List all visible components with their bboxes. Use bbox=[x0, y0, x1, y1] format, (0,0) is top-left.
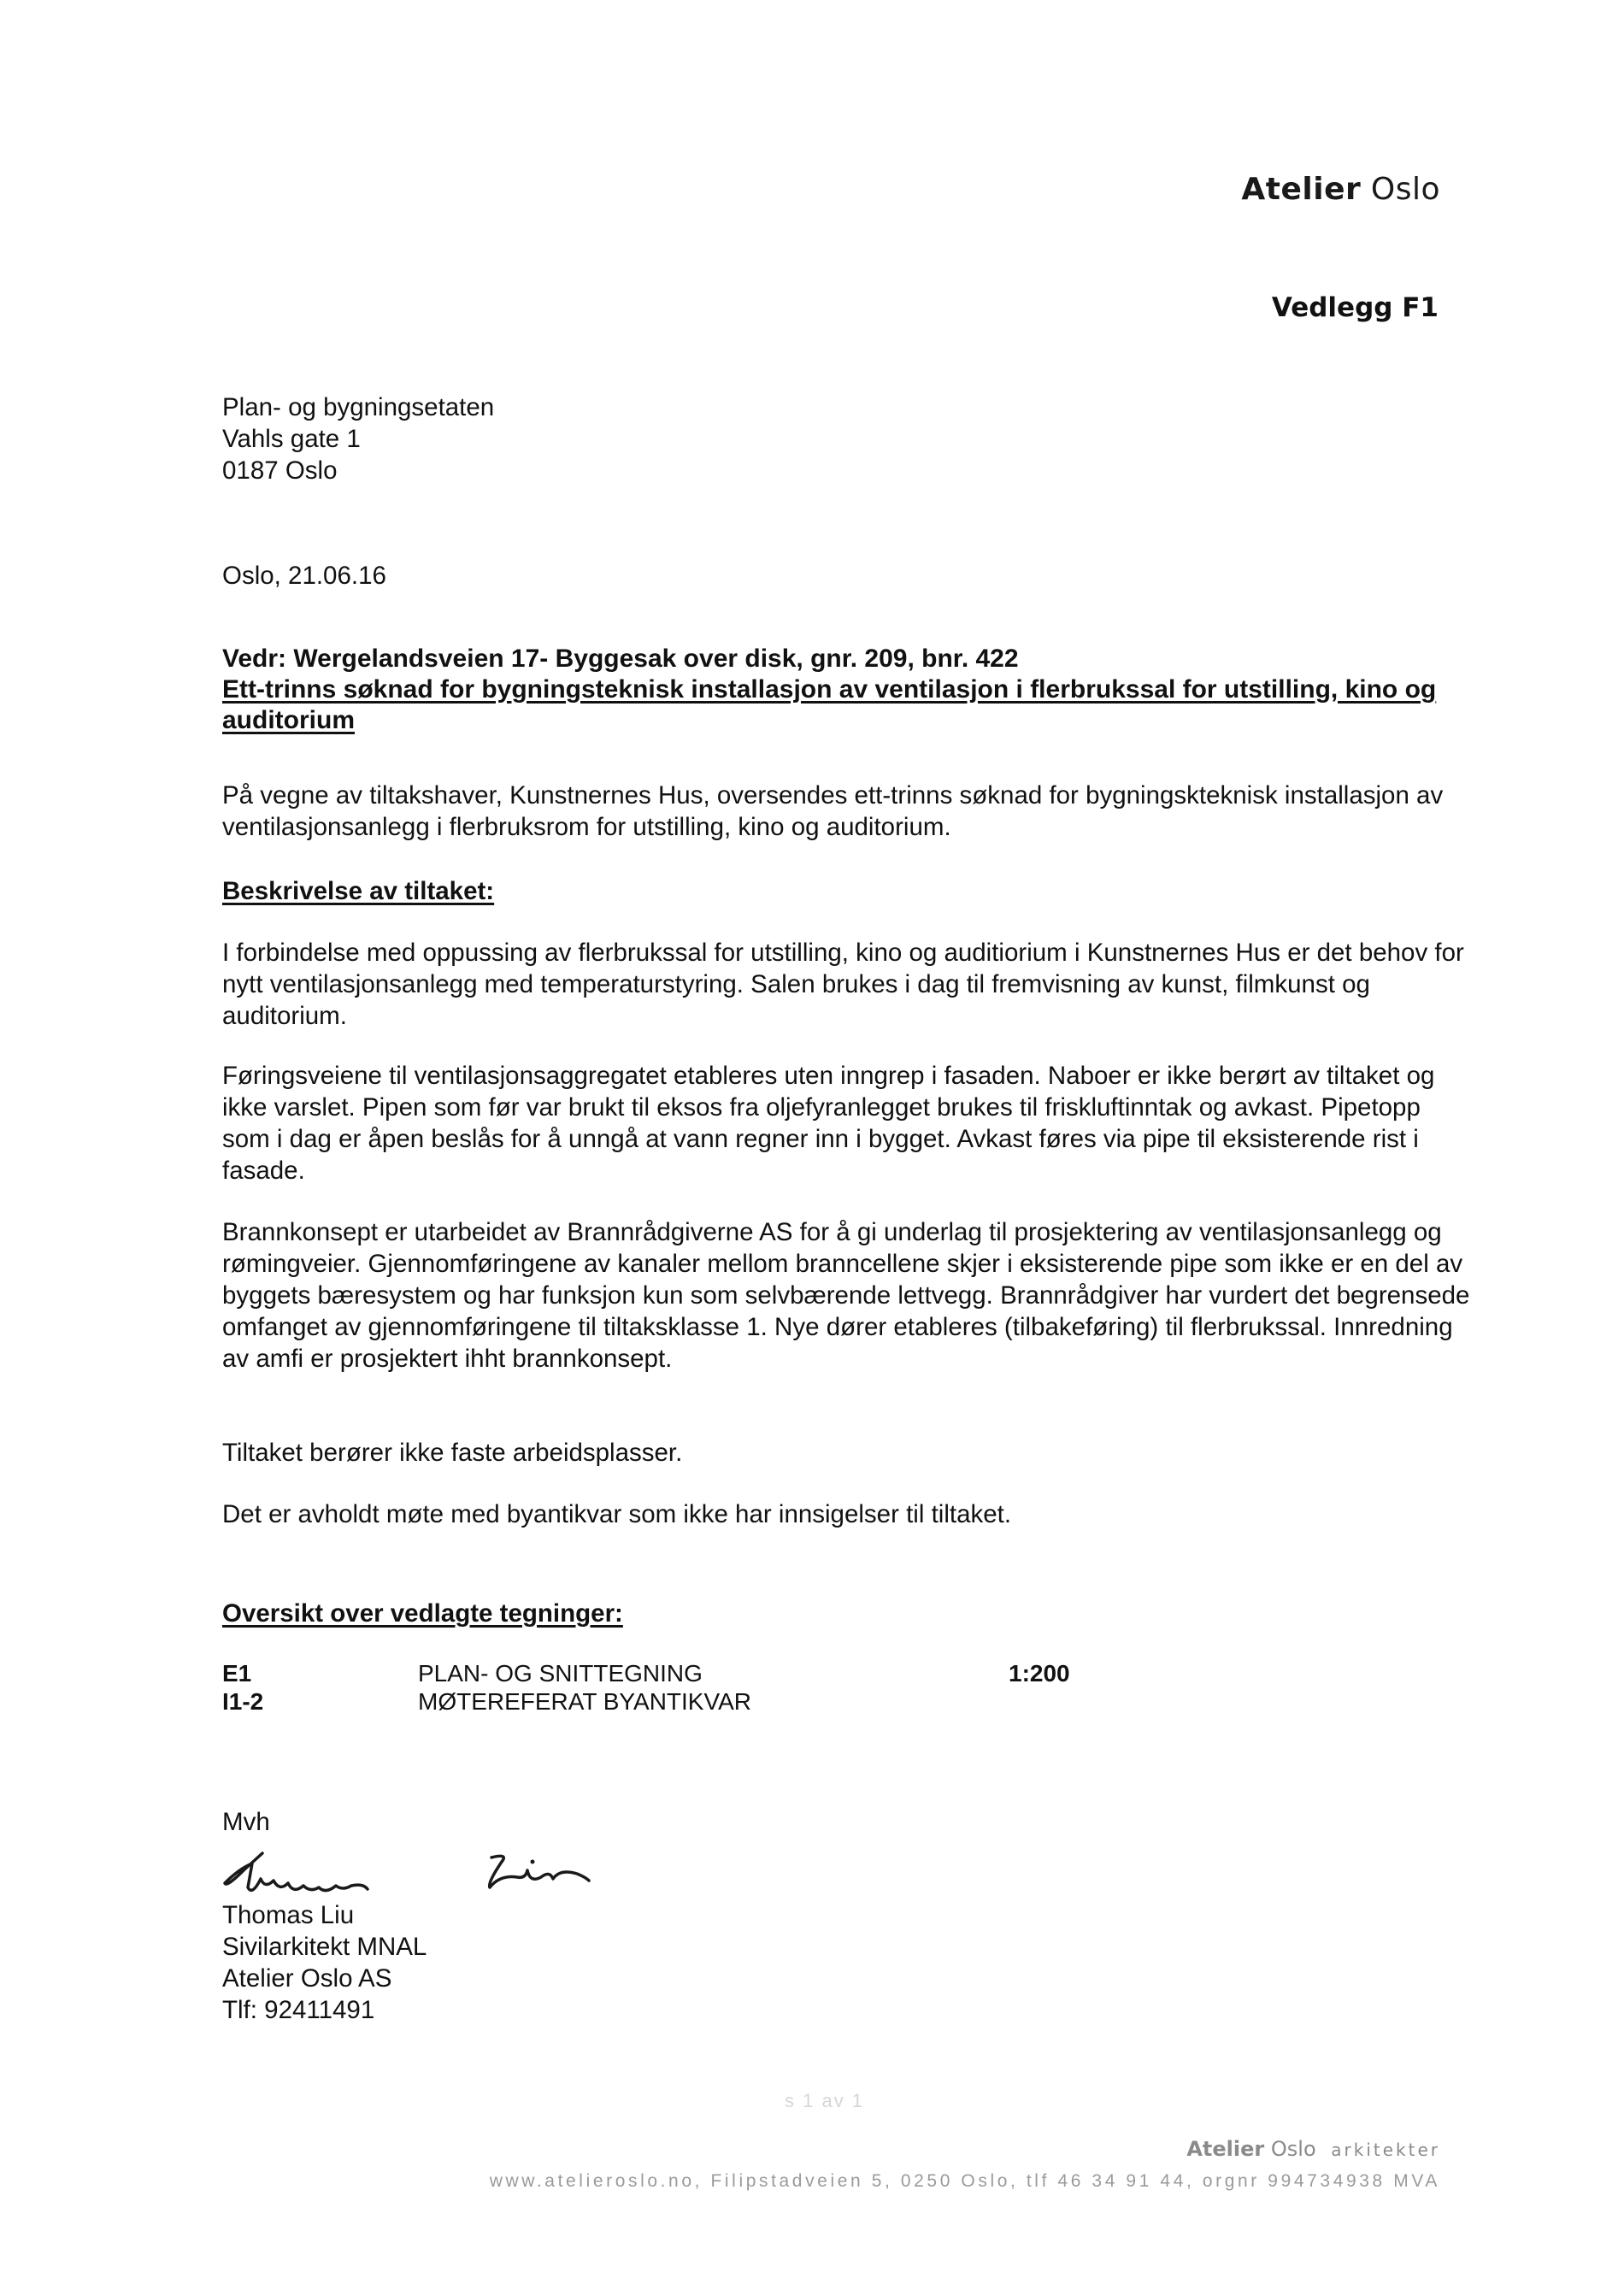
description-paragraph: Det er avholdt møte med byantikvar som ikke har innsigelser til tiltaket. bbox=[222, 1500, 1012, 1528]
attachment-label: Vedlegg F1 bbox=[1271, 292, 1439, 323]
recipient-address bbox=[222, 391, 1470, 486]
subject-title: Ett-trinns søknad for bygningsteknisk installasjon av ventilasjon i flerbrukssal for utstilling, kino og auditorium bbox=[222, 675, 1437, 734]
signature-first-name-stroke bbox=[225, 1853, 368, 1891]
signer-phone: Tlf: 92411491 bbox=[222, 1996, 375, 2024]
signer-block bbox=[222, 1899, 1470, 2026]
intro-paragraph: På vegne av tiltakshaver, Kunstnernes Hus, oversendes ett-trinns søknad for bygningskteknisk installasjon av ventilasjonsanlegg i flerbruksrom for utstilling, kino og auditorium. bbox=[222, 781, 1444, 841]
drawing-code: E1 bbox=[222, 1660, 252, 1687]
drawing-title: MØTEREFERAT BYANTIKVAR bbox=[418, 1688, 751, 1715]
closing-salutation: Mvh bbox=[222, 1808, 270, 1836]
signature-dot bbox=[531, 1860, 535, 1864]
logo-bold-word: Atelier bbox=[1241, 172, 1362, 207]
letter-date: Oslo, 21.06.16 bbox=[222, 562, 386, 590]
footer-logo-bold: Atelier bbox=[1186, 2137, 1265, 2161]
description-paragraph: Føringsveiene til ventilasjonsaggregatet etableres uten inngrep i fasaden. Naboer er ikke berørt av tiltaket og ikke varslet. Pipen som før var brukt til eksos fra oljefyranlegget brukes til friskluftinntak og avkast. Pipetopp som i dag er åpen beslås for å unngå at vann regner inn i bygget. Avkast føres via pipe til eksisterende rist i fasade. bbox=[222, 1062, 1435, 1185]
page-indicator: s 1 av 1 bbox=[785, 2090, 865, 2111]
subject-block bbox=[222, 644, 1470, 736]
description-paragraph: Brannkonsept er utarbeidet av Brannrådgiverne AS for å gi underlag til prosjektering av ventilasjonsanlegg og rømingveier. Gjennomføringene av kanaler mellom branncellene skjer i eksisterende pipe som ikke er en del av byggets bæresystem og har funksjon kun som selvbærende lettvegg. Brannrådgiver har vurdert det begrensede omfanget av gjennomføringene til tiltaksklasse 1. Nye dører etableres (tilbakeføring) til flerbrukssal. Innredning av amfi er prosjektert ihht brannkonsept. bbox=[222, 1218, 1470, 1373]
drawing-scale: 1:200 bbox=[1009, 1660, 1070, 1687]
letterhead-logo bbox=[1241, 169, 1440, 208]
drawing-row bbox=[222, 1687, 1162, 1716]
footer-contact-line: www.atelieroslo.no, Filipstadveien 5, 0250 Oslo, tlf 46 34 91 44, orgnr 994734938 MVA bbox=[489, 2171, 1440, 2191]
footer-logo-light: Oslo bbox=[1270, 2137, 1316, 2161]
description-paragraph: Tiltaket berører ikke faste arbeidsplasser. bbox=[222, 1439, 683, 1467]
signer-name: Thomas Liu bbox=[222, 1901, 355, 1929]
logo-light-word: Oslo bbox=[1370, 172, 1440, 207]
drawing-row bbox=[222, 1659, 1162, 1687]
drawing-title: PLAN- OG SNITTEGNING bbox=[418, 1660, 703, 1687]
section-heading-description: Beskrivelse av tiltaket: bbox=[222, 877, 495, 905]
signer-company: Atelier Oslo AS bbox=[222, 1964, 392, 1993]
recipient-line: Vahls gate 1 bbox=[222, 425, 361, 453]
signature-last-name-stroke bbox=[490, 1856, 589, 1887]
footer-logo bbox=[1186, 2137, 1440, 2161]
footer-logo-suffix: arkitekter bbox=[1331, 2140, 1440, 2160]
signer-title: Sivilarkitekt MNAL bbox=[222, 1933, 427, 1961]
drawing-code: I1-2 bbox=[222, 1688, 264, 1715]
subject-reference: Vedr: Wergelandsveien 17- Byggesak over disk, gnr. 209, bnr. 422 bbox=[222, 645, 1019, 673]
recipient-line: Plan- og bygningsetaten bbox=[222, 393, 495, 421]
drawings-list bbox=[222, 1659, 1162, 1716]
description-paragraph: I forbindelse med oppussing av flerbrukssal for utstilling, kino og auditiorium i Kunstnernes Hus er det behov for nytt ventilasjonsanlegg med temperaturstyring. Salen brukes i dag til fremvisning av kunst, filmkunst og auditorium. bbox=[222, 939, 1464, 1030]
section-heading-drawings: Oversikt over vedlagte tegninger: bbox=[222, 1599, 623, 1628]
recipient-line: 0187 Oslo bbox=[222, 456, 338, 485]
